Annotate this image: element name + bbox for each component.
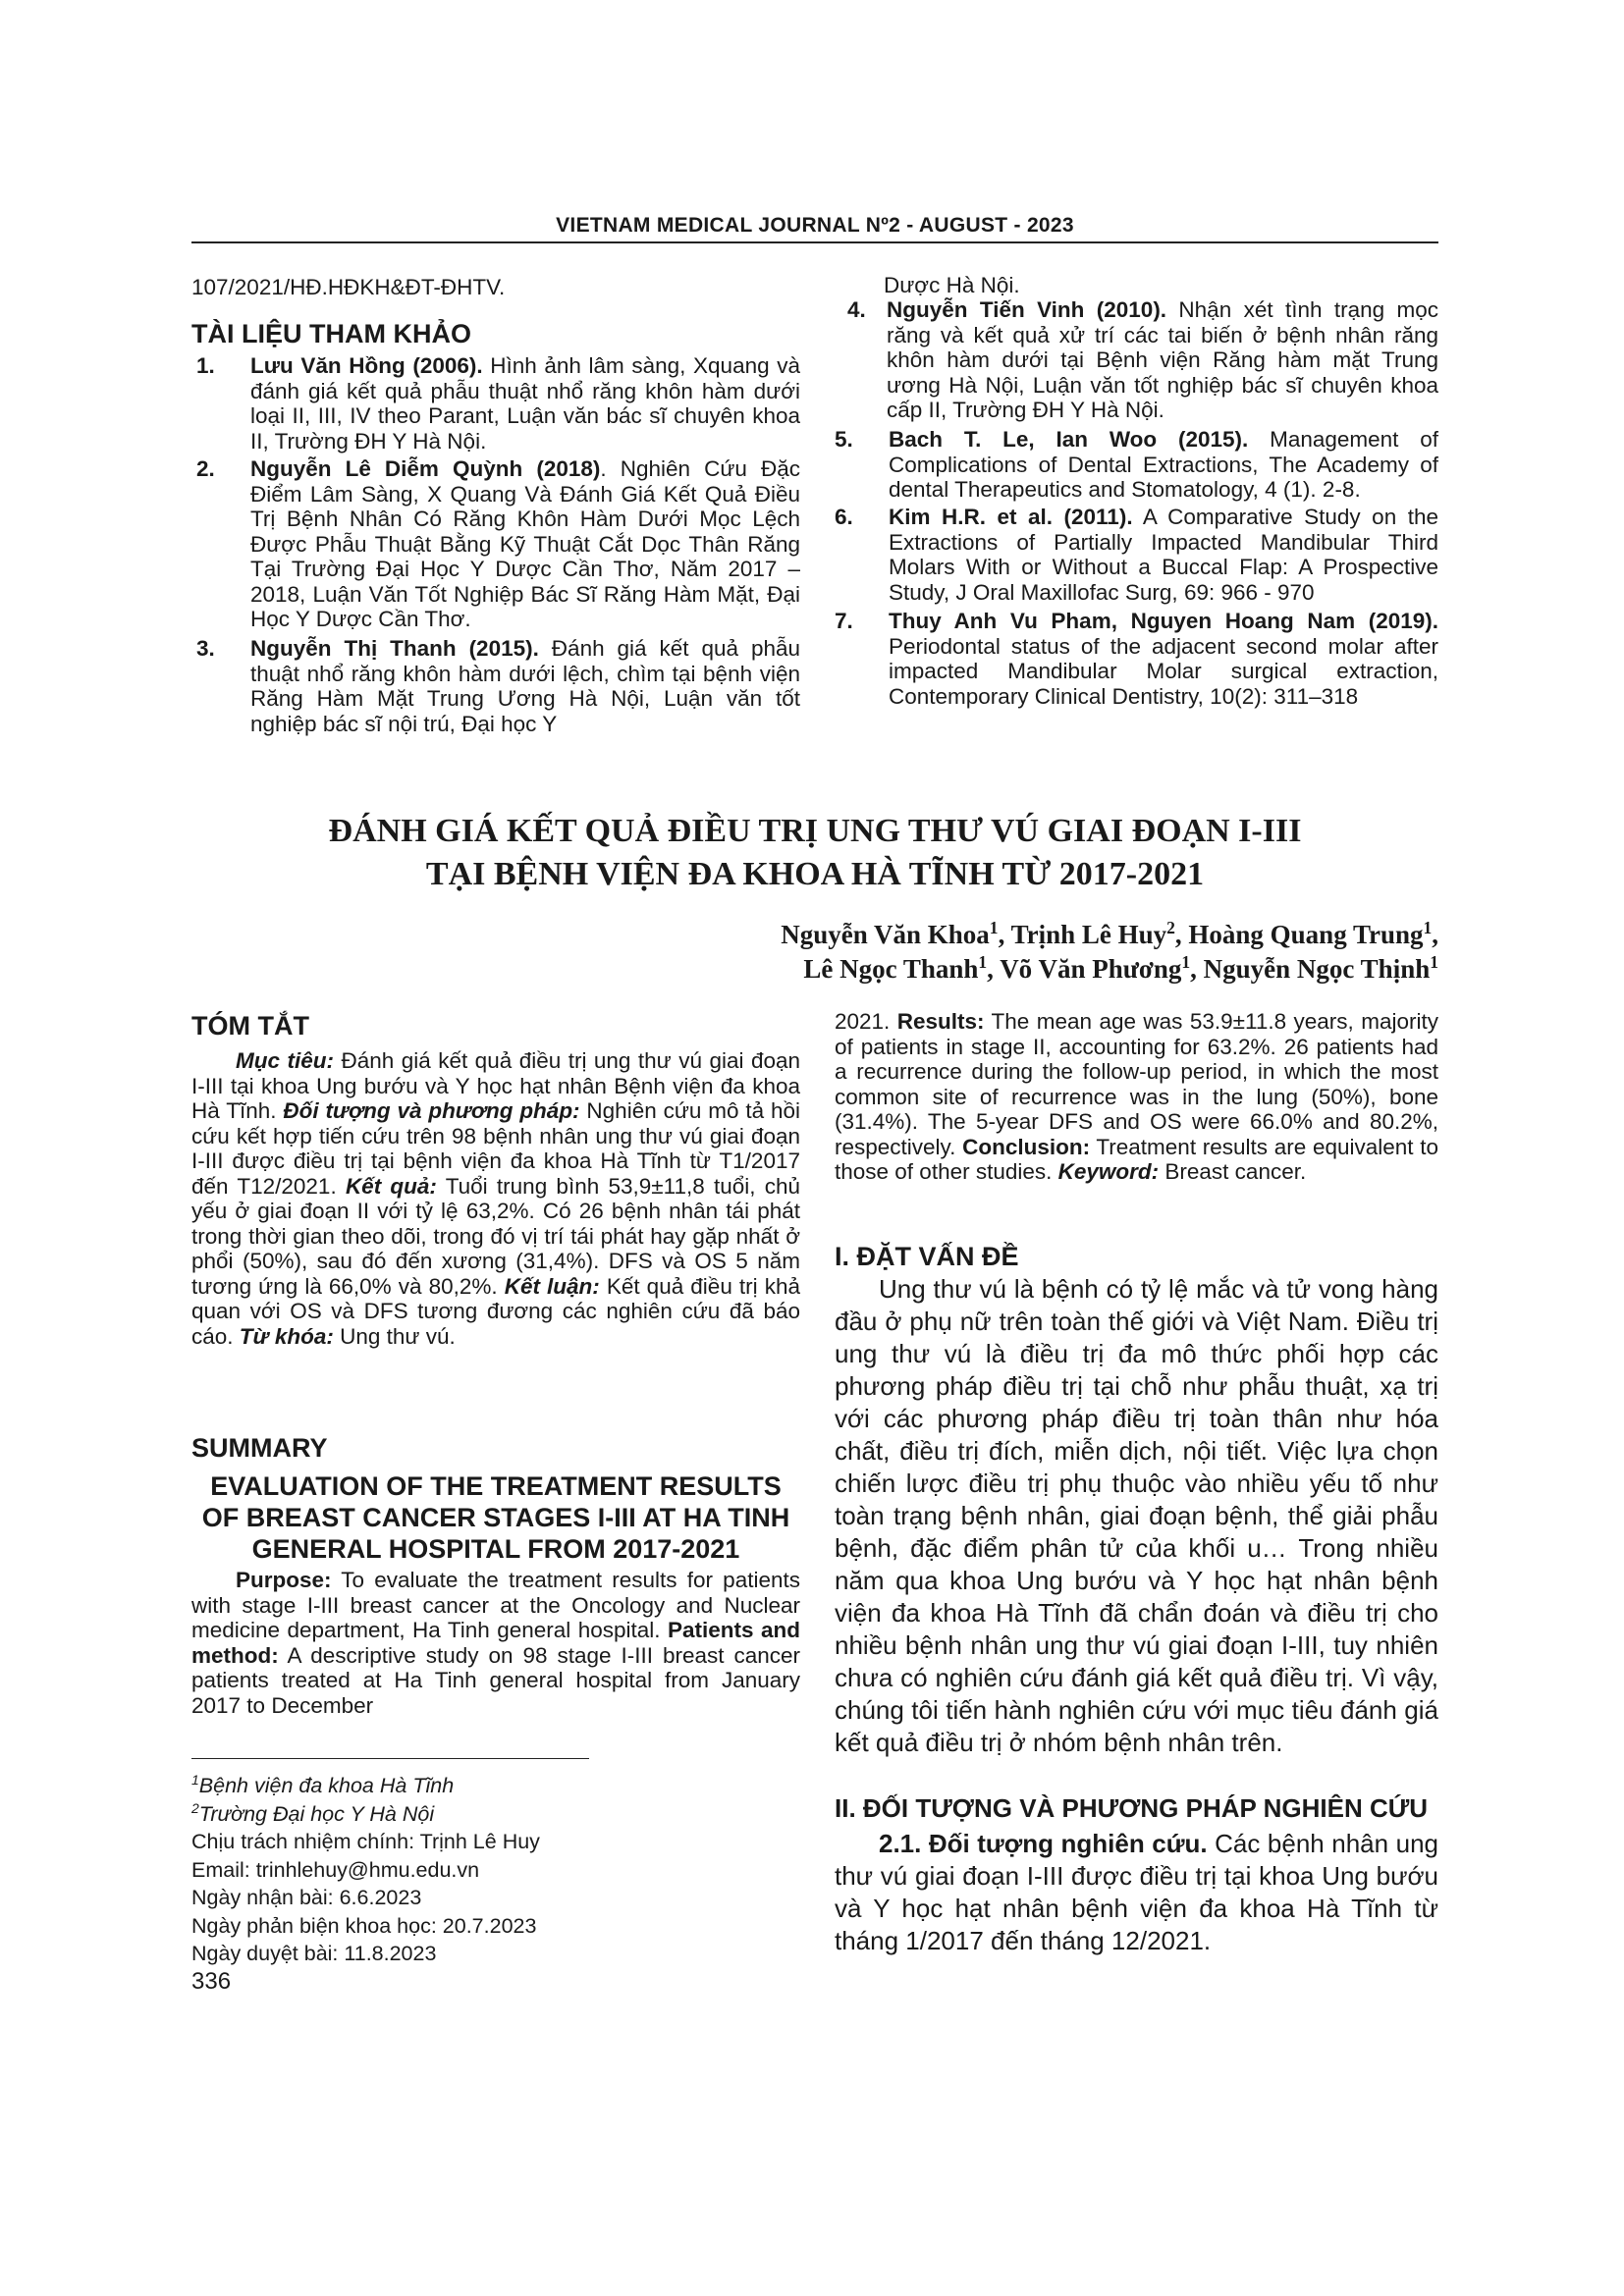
reference-item	[196, 353, 800, 454]
reference-number: 2.	[196, 456, 215, 481]
reference-text: Periodontal status of the adjacent second molar after impacted Mandibular Molar surgical extraction, Contemporary Clinical Dentistry, 10(2): 311–318	[889, 633, 1438, 709]
section-1-heading: I. ĐẶT VẤN ĐỀ	[835, 1242, 1019, 1271]
footnote-reviewed: Ngày phản biện khoa học: 20.7.2023	[191, 1913, 537, 1938]
summary-title: EVALUATION OF THE TREATMENT RESULTS OF BREAST CANCER STAGES I-III AT HA TINH GENERAL HOSPITAL FROM 2017-2021	[201, 1471, 790, 1564]
label-keyword: Keyword:	[1057, 1159, 1160, 1184]
reference-author: Nguyễn Lê Diễm Quỳnh (2018)	[250, 456, 601, 481]
abstract-vi-text	[191, 1048, 800, 1349]
summary-results: The mean age was 53.9±11.8 years, majority of patients in stage II, accounting for 63.2%. 26 patients had a recurrence during the follow-up period, in which the most common site of recurrence was in the lung (50%), bone (31.4%). The 5-year DFS and OS were 66.0% and 80.2%, respectively.	[835, 1009, 1438, 1159]
subsection-2-1-label: 2.1. Đối tượng nghiên cứu.	[879, 1829, 1208, 1858]
abstract-heading: TÓM TẮT	[191, 1011, 309, 1041]
author-name: Trịnh Lê Huy	[1010, 920, 1167, 949]
footnote-affiliation-2	[191, 1800, 800, 1829]
author-name: Võ Văn Phương	[1000, 954, 1182, 984]
section-1-paragraph: Ung thư vú là bệnh có tỷ lệ mắc và tử vong hàng đầu ở phụ nữ trên toàn thế giới và Việt Nam. Điều trị ung thư vú là điều trị đa mô thức phối hợp các phương pháp điều trị tại chỗ như phẫu thuật, xạ trị với các phương pháp điều trị toàn thân như hóa chất, điều trị đích, miễn dịch, nội tiết. Việc lựa chọn chiến lược điều trị phụ thuộc vào nhiều yếu tố như toàn trạng bệnh nhân, giai đoạn bệnh, thể giải phẫu bệnh, đặc điểm phân tử của khối u… Trong nhiều năm qua khoa Ung bướu và Y học hạt nhân bệnh viện đa khoa Hà Tĩnh đã chẩn đoán và điều trị cho nhiều bệnh nhân ung thư vú giai đoạn I-III, tuy nhiên chưa có nghiên cứu đánh giá kết quả điều trị. Vì vậy, chúng tôi tiến hành nghiên cứu với mục tiêu đánh giá kết quả điều trị ở nhóm bệnh nhân trên.	[835, 1274, 1438, 1757]
reference-number: 3.	[196, 636, 215, 661]
author-name: Nguyễn Văn Khoa	[781, 920, 990, 949]
footnote-sup: 2	[191, 1799, 199, 1816]
article-title-line1: ĐÁNH GIÁ KẾT QUẢ ĐIỀU TRỊ UNG THƯ VÚ GIAI ĐOẠN I-III	[328, 813, 1302, 849]
label-tu-khoa: Từ khóa:	[239, 1323, 334, 1349]
section-2-heading: II. ĐỐI TƯỢNG VÀ PHƯƠNG PHÁP NGHIÊN CỨU	[835, 1793, 1429, 1823]
summary-conclusion: Treatment results are equivalent to those of other studies.	[835, 1134, 1438, 1184]
footnote-email: Email: trinhlehuy@hmu.edu.vn	[191, 1857, 480, 1882]
summary-heading: SUMMARY	[191, 1433, 328, 1463]
references-heading: TÀI LIỆU THAM KHẢO	[191, 319, 471, 348]
reference-item	[835, 427, 1438, 503]
journal-header: VIETNAM MEDICAL JOURNAL Nº2 - AUGUST - 2023	[556, 214, 1074, 237]
label-doi-tuong: Đối tượng và phương pháp:	[283, 1098, 580, 1123]
reference-author: Nguyễn Thị Thanh (2015).	[250, 636, 539, 661]
abstract-results: Tuổi trung bình 53,9±11,8 tuổi, chủ yếu ở giai đoạn II với tỷ lệ 63,2%. Có 26 bệnh nhân tái phát trong thời gian theo dõi, trong đó vị trí tái phát hay gặp nhất ở phổi (50%), sau đó đến xương (31,4%). DFS và OS 5 năm tương ứng là 66,0% và 80,2%.	[191, 1173, 800, 1299]
footnote-accepted: Ngày duyệt bài: 11.8.2023	[191, 1942, 437, 1965]
section-2-text	[835, 1828, 1438, 1957]
reference-item	[835, 505, 1438, 605]
footnote-affil-text: Trường Đại học Y Hà Nội	[198, 1801, 435, 1826]
author-line-1	[491, 918, 1438, 952]
label-muc-tieu: Mục tiêu:	[236, 1048, 334, 1073]
summary-keyword: Breast cancer.	[1159, 1159, 1307, 1184]
subsection-2-1-text: Các bệnh nhân ung thư vú giai đoạn I-III được điều trị tại khoa Ung bướu và Y học hạt nhân bệnh viện đa khoa Hà Tĩnh từ tháng 1/2017 đến tháng 12/2021.	[835, 1829, 1438, 1955]
label-purpose: Purpose:	[236, 1568, 332, 1592]
reference-number: 4.	[847, 297, 866, 322]
summary-text-continued	[835, 1009, 1438, 1185]
label-ket-qua: Kết quả:	[345, 1173, 437, 1199]
footnotes	[191, 1772, 800, 1968]
author-affiliation: 1	[1423, 918, 1433, 937]
abstract-objective: Đánh giá kết quả điều trị ung thư vú giai đoạn I-III tại khoa Ung bướu và Y học hạt nhân Bệnh viện đa khoa Hà Tĩnh.	[191, 1048, 800, 1123]
author-separator: ,	[1432, 920, 1438, 949]
author-line-2	[491, 952, 1438, 987]
section-1-text	[835, 1273, 1438, 1759]
author-affiliation: 1	[978, 952, 988, 972]
footnote-affiliation-1	[191, 1772, 800, 1800]
author-name: Nguyễn Ngọc Thịnh	[1203, 954, 1431, 984]
header-rule	[191, 241, 1438, 243]
reference-author: Kim H.R. et al. (2011).	[889, 505, 1133, 529]
footnote-responsible: Chịu trách nhiệm chính: Trịnh Lê Huy	[191, 1830, 540, 1853]
reference-author: Lưu Văn Hồng (2006).	[250, 353, 483, 378]
abstract-keywords: Ung thư vú.	[333, 1323, 456, 1349]
reference-text: Hình ảnh lâm sàng, Xquang và đánh giá kết quả phẫu thuật nhổ răng khôn hàm dưới loại II, III, IV theo Parant, Luận văn bác sĩ chuyên khoa II, Trường ĐH Y Hà Nội.	[250, 353, 800, 454]
author-affiliation: 2	[1166, 918, 1175, 937]
label-patients: Patients and method:	[191, 1618, 801, 1668]
author-affiliation: 1	[989, 918, 999, 937]
author-separator: ,	[1174, 920, 1189, 949]
footnote-affil-text: Bệnh viện đa khoa Hà Tĩnh	[198, 1774, 455, 1797]
abstract-conclusion: Kết quả điều trị khả quan với OS và DFS tương đương các nghiên cứu đã báo cáo.	[191, 1273, 800, 1349]
reference-item	[835, 609, 1438, 709]
reference-text: Nhận xét tình trạng mọc răng và kết quả xử trí các tai biến ở bệnh nhân răng khôn hàm dưới tại Bệnh viện Răng hàm mặt Trung ương Hà Nội, Luận văn tốt nghiệp bác sĩ chuyên khoa cấp II, Trường ĐH Y Hà Nội.	[887, 297, 1438, 422]
reference-author: Bach T. Le, Ian Woo (2015).	[889, 427, 1249, 452]
reference-item	[196, 636, 800, 736]
author-list	[491, 918, 1438, 987]
reference-number: 7.	[835, 609, 853, 633]
author-affiliation: 1	[1181, 952, 1191, 972]
abstract-methods: Nghiên cứu mô tả hồi cứu kết hợp tiến cứu trên 98 bệnh nhân ung thư vú giai đoạn I-III được điều trị tại bệnh viện đa khoa Hà Tĩnh từ T1/2017 đến T12/2021.	[191, 1098, 800, 1199]
label-results: Results:	[896, 1009, 985, 1034]
author-separator: ,	[1190, 954, 1204, 984]
footnote-received: Ngày nhận bài: 6.6.2023	[191, 1886, 422, 1909]
reference-text: Đánh giá kết quả phẫu thuật nhổ răng khôn hàm dưới lệch, chìm tại bệnh viện Răng Hàm Mặt Trung Ương Hà Nội, Luận văn tốt nghiệp bác sĩ nội trú, Đại học Y	[250, 636, 800, 736]
reference-number: 6.	[835, 505, 853, 529]
footnote-sup: 1	[191, 1771, 199, 1788]
summary-methods: A descriptive study on 98 stage I-III breast cancer patients treated at Ha Tinh general hospital from January 2017 to December	[191, 1642, 800, 1718]
label-conclusion: Conclusion:	[962, 1134, 1091, 1159]
reference-text: . Nghiên Cứu Đặc Điểm Lâm Sàng, X Quang Và Đánh Giá Kết Quả Điều Trị Bệnh Nhân Có Răng Khôn Hàm Dưới Mọc Lệch Được Phẫu Thuật Bằng Kỹ Thuật Cắt Dọc Thân Răng Tại Trường Đại Học Y Dược Cần Thơ, Năm 2017 – 2018, Luận Văn Tốt Nghiệp Bác Sĩ Răng Hàm Mặt, Đại Học Y Dược Cần Thơ.	[250, 456, 800, 631]
footnote-rule	[191, 1758, 589, 1759]
summary-purpose: To evaluate the treatment results for patients with stage I-III breast cancer at the Oncology and Nuclear medicine department, Ha Tinh general hospital.	[191, 1568, 800, 1642]
page-number: 336	[191, 1968, 232, 1995]
reference-author: Thuy Anh Vu Pham, Nguyen Hoang Nam (2019).	[889, 609, 1438, 633]
reference-number: 5.	[835, 427, 853, 452]
reference-text: A Comparative Study on the Extractions of Partially Impacted Mandibular Third Molars With or Without a Buccal Flap: A Prospective Study, J Oral Maxillofac Surg, 69: 966 - 970	[889, 505, 1438, 605]
reference-item	[196, 456, 800, 632]
label-ket-luan: Kết luận:	[504, 1273, 600, 1299]
author-affiliation: 1	[1430, 952, 1438, 972]
article-title-line2: TẠI BỆNH VIỆN ĐA KHOA HÀ TĨNH TỪ 2017-2021	[425, 856, 1205, 892]
reference-number: 1.	[196, 353, 215, 378]
article-title	[191, 810, 1438, 896]
author-separator: ,	[987, 954, 1001, 984]
reference-item	[839, 297, 1438, 423]
summary-year: 2021.	[835, 1009, 897, 1034]
summary-text	[191, 1568, 800, 1718]
ethics-tail: 107/2021/HĐ.HĐKH&ĐT-ĐHTV.	[191, 275, 506, 299]
reference-text: Management of Complications of Dental Extractions, The Academy of dental Therapeutics and Stomatology, 4 (1). 2-8.	[889, 427, 1438, 502]
reference-tail: Dược Hà Nội.	[884, 273, 1020, 297]
author-name: Lê Ngọc Thanh	[803, 954, 979, 984]
author-separator: ,	[998, 920, 1011, 949]
reference-author: Nguyễn Tiến Vinh (2010).	[887, 297, 1167, 322]
author-name: Hoàng Quang Trung	[1188, 920, 1424, 949]
